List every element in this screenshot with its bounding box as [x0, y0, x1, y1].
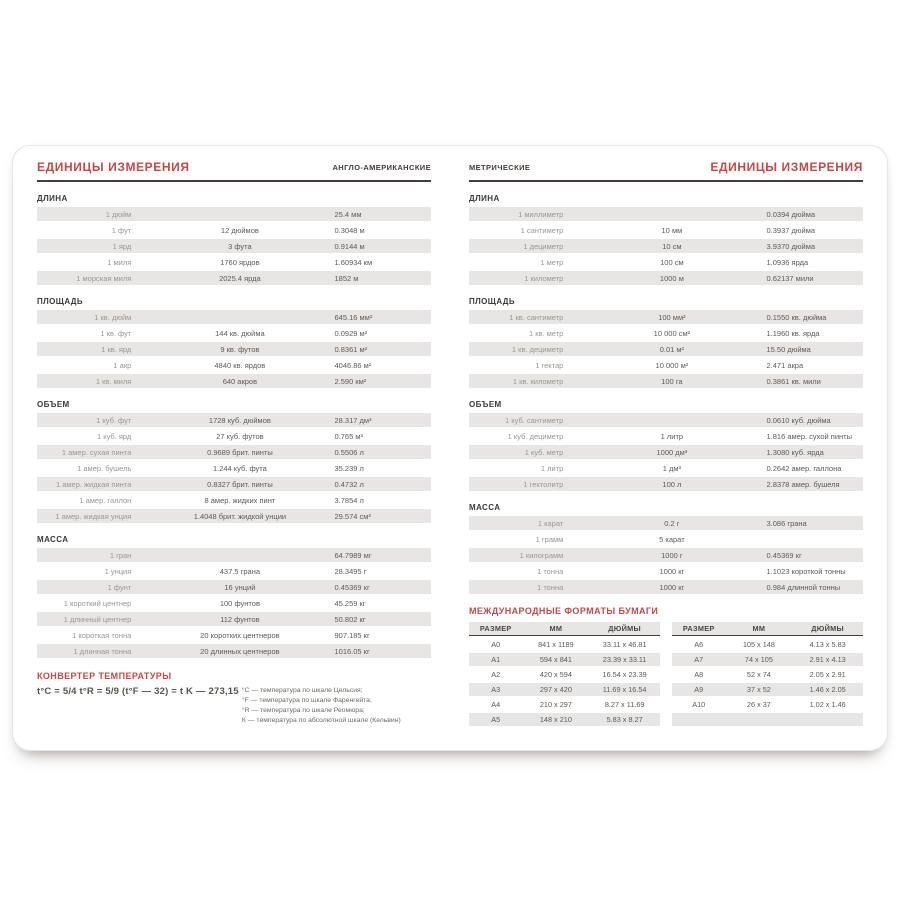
inches-cell: 8.27 x 11.69 — [604, 700, 645, 709]
equivalent-cell: 437.5 грана — [219, 566, 261, 576]
mm-cell: 297 x 420 — [539, 685, 572, 694]
inches-cell: 1.46 x 2.05 — [809, 685, 846, 694]
unit-cell: 1 миля — [107, 257, 132, 267]
temperature-notes — [242, 686, 431, 725]
mm-cell: 105 x 148 — [742, 640, 775, 649]
value-cell: 1.3080 куб. ярда — [766, 447, 824, 457]
unit-cell: 1 ярд — [112, 241, 132, 251]
paper-size-row — [469, 713, 660, 726]
equivalent-cell: 100 см — [660, 257, 684, 267]
value-cell: 0.0610 куб. дюйма — [766, 415, 831, 425]
section-title: МАССА — [469, 503, 501, 512]
unit-cell: 1 дециметр — [523, 241, 564, 251]
value-cell: 1.1960 кв. ярда — [766, 328, 820, 338]
paper-formats — [469, 606, 863, 728]
value-cell: 1852 м — [334, 273, 359, 283]
table-row — [37, 596, 431, 610]
measurement-section — [469, 503, 863, 594]
paper-size-row — [672, 683, 863, 696]
equivalent-cell: 9 кв. футов — [220, 344, 260, 354]
paper-size-row — [469, 698, 660, 711]
value-cell: 45.259 кг — [334, 598, 366, 608]
inches-cell: 33.11 x 46.81 — [602, 640, 647, 649]
unit-cell: 1 дюйм — [105, 209, 132, 219]
equivalent-cell: 100 л — [662, 479, 682, 489]
paper-table-header — [469, 622, 660, 636]
right-page-sections — [469, 194, 863, 594]
section-title: ДЛИНА — [469, 194, 500, 203]
unit-cell: 1 короткая тонна — [72, 630, 132, 640]
table-row — [37, 493, 431, 507]
unit-cell: 1 сантиметр — [520, 225, 564, 235]
section-title: ДЛИНА — [37, 194, 68, 203]
table-row — [37, 612, 431, 626]
section-title: ПЛОЩАДЬ — [37, 297, 84, 306]
value-cell: 25.4 мм — [334, 209, 362, 219]
value-cell: 0.45369 кг — [334, 582, 370, 592]
column-header: РАЗМЕР — [682, 624, 715, 633]
table-row — [37, 239, 431, 253]
unit-cell: 1 куб. дециметр — [507, 431, 564, 441]
page-title: ЕДИНИЦЫ ИЗМЕРЕНИЯ — [37, 160, 190, 174]
unit-cell: 1 гектар — [535, 360, 564, 370]
unit-cell: 1 амер. сухая пинта — [61, 447, 132, 457]
equivalent-cell: 3 фута — [228, 241, 252, 251]
mm-cell: 210 x 297 — [539, 700, 572, 709]
table-row — [37, 207, 431, 221]
unit-cell: 1 гран — [109, 550, 132, 560]
mm-cell: 420 x 594 — [539, 670, 572, 679]
unit-cell: 1 морская миля — [76, 273, 132, 283]
equivalent-cell: 20 длинных центнеров — [200, 646, 280, 656]
table-row — [469, 310, 863, 324]
value-cell: 0.2642 амер. галлона — [766, 463, 842, 473]
equivalent-cell: 1000 кг — [659, 582, 685, 592]
table-row — [469, 580, 863, 594]
table-row — [37, 477, 431, 491]
size-cell: A0 — [491, 640, 501, 649]
value-cell: 35.239 л — [334, 463, 364, 473]
value-cell: 0.0929 м² — [334, 328, 368, 338]
unit-cell: 1 метр — [540, 257, 564, 267]
value-cell: 2.590 км² — [334, 376, 367, 386]
measurement-section — [37, 297, 431, 388]
equivalent-cell: 1.4048 брит. жидкой унции — [193, 511, 287, 521]
value-cell: 1.0936 ярда — [766, 257, 809, 267]
equivalent-cell: 1000 м — [659, 273, 684, 283]
table-row — [37, 271, 431, 285]
inches-cell: 4.13 x 5.83 — [809, 640, 846, 649]
unit-cell: 1 километр — [524, 273, 564, 283]
table-row — [469, 255, 863, 269]
paper-size-row — [469, 638, 660, 651]
equivalent-cell: 2025.4 ярда — [219, 273, 261, 283]
table-row — [37, 255, 431, 269]
table-row — [37, 326, 431, 340]
equivalent-cell: 0.8327 брит. пинты — [207, 479, 273, 489]
unit-cell: 1 короткий центнер — [63, 598, 132, 608]
table-row — [37, 644, 431, 658]
value-cell: 3.9370 дюйма — [766, 241, 816, 251]
temperature-note: °C — температура по шкале Цельсия; — [241, 687, 363, 694]
table-row — [469, 326, 863, 340]
unit-cell: 1 амер. жидкая унция — [55, 511, 132, 521]
page-subtitle: АНГЛО-АМЕРИКАНСКИЕ — [332, 163, 431, 172]
mm-cell: 148 x 210 — [539, 715, 572, 724]
value-cell: 0.4732 л — [334, 479, 364, 489]
mm-cell: 841 x 1189 — [538, 640, 574, 649]
planner-spread — [12, 145, 888, 751]
left-page-header — [37, 160, 431, 182]
table-row — [37, 413, 431, 427]
unit-cell: 1 кв. миля — [95, 376, 132, 386]
unit-cell: 1 литр — [540, 463, 564, 473]
value-cell: 0.8361 м² — [334, 344, 368, 354]
mm-cell: 52 x 74 — [746, 670, 771, 679]
unit-cell: 1 кв. дециметр — [511, 344, 564, 354]
equivalent-cell: 1000 дм³ — [656, 447, 688, 457]
unit-cell: 1 кв. фут — [100, 328, 132, 338]
table-row — [37, 429, 431, 443]
unit-cell: 1 гектолитр — [523, 479, 564, 489]
unit-cell: 1 амер. жидкая пинта — [55, 479, 132, 489]
unit-cell: 1 кв. ярд — [101, 344, 132, 354]
mm-cell: 74 x 105 — [744, 655, 773, 664]
equivalent-cell: 4840 кв. ярдов — [214, 360, 266, 370]
paper-formats-table-left — [469, 622, 660, 728]
size-cell: A2 — [491, 670, 501, 679]
inches-cell: 16.54 x 23.39 — [602, 670, 647, 679]
unit-cell: 1 тонна — [537, 566, 564, 576]
size-cell: A5 — [491, 715, 501, 724]
equivalent-cell: 10 мм — [661, 225, 683, 235]
unit-cell: 1 фунт — [107, 582, 132, 592]
equivalent-cell: 0.01 м² — [659, 344, 685, 354]
temperature-note: °R — температура по шкале Реомюра; — [241, 706, 365, 714]
equivalent-cell: 640 акров — [222, 376, 258, 386]
value-cell: 0.45369 кг — [766, 550, 802, 560]
paper-size-row — [469, 683, 660, 696]
equivalent-cell: 5 карат — [659, 534, 685, 544]
value-cell: 28.3495 г — [334, 566, 367, 576]
table-row — [37, 445, 431, 459]
value-cell: 28.317 дм³ — [334, 415, 372, 425]
unit-cell: 1 кв. метр — [528, 328, 564, 338]
value-cell: 645.16 мм² — [334, 312, 373, 322]
equivalent-cell: 0.2 г — [664, 518, 680, 528]
equivalent-cell: 1728 куб. дюймов — [208, 415, 271, 425]
table-row — [469, 548, 863, 562]
unit-cell: 1 длинный центнер — [63, 614, 132, 624]
measurement-section — [469, 400, 863, 491]
table-row — [469, 532, 863, 546]
table-row — [37, 374, 431, 388]
value-cell: 15.50 дюйма — [766, 344, 811, 354]
paper-size-row — [469, 668, 660, 681]
table-row — [37, 310, 431, 324]
table-row — [37, 223, 431, 237]
value-cell: 3.086 грана — [766, 518, 807, 528]
equivalent-cell: 16 унций — [224, 582, 256, 592]
unit-cell: 1 куб. ярд — [96, 431, 132, 441]
paper-size-row — [469, 653, 660, 666]
value-cell: 0.9144 м — [334, 241, 365, 251]
unit-cell: 1 акр — [113, 360, 132, 370]
section-title: ПЛОЩАДЬ — [469, 297, 516, 306]
temperature-formula: t°C = 5/4 t°R = 5/9 (t°F — 32) = t K — 273,15 — [37, 686, 239, 697]
size-cell: A7 — [694, 655, 704, 664]
unit-cell: 1 амер. бушель — [77, 463, 132, 473]
section-title: ОБЪЕМ — [37, 400, 70, 409]
equivalent-cell: 10 см — [662, 241, 682, 251]
mm-cell: 26 x 37 — [746, 700, 771, 709]
value-cell: 64.7989 мг — [334, 550, 372, 560]
equivalent-cell: 100 мм² — [658, 312, 686, 322]
value-cell: 0.984 длинной тонны — [766, 582, 841, 592]
equivalent-cell: 20 коротких центнеров — [200, 630, 280, 640]
equivalent-cell: 100 фунтов — [219, 598, 260, 608]
value-cell: 0.62137 мили — [766, 273, 814, 283]
mm-cell: 594 x 841 — [539, 655, 572, 664]
unit-cell: 1 унция — [104, 566, 132, 576]
equivalent-cell: 1 дм³ — [662, 463, 682, 473]
equivalent-cell: 1000 г — [661, 550, 683, 560]
value-cell: 4046.86 м² — [334, 360, 372, 370]
mm-cell: 37 x 52 — [746, 685, 771, 694]
left-page-sections — [37, 194, 431, 658]
size-cell: A3 — [491, 685, 501, 694]
inches-cell: 1.02 x 1.46 — [809, 700, 846, 709]
unit-cell: 1 кв. дюйм — [94, 312, 132, 322]
value-cell: 0.5506 л — [334, 447, 364, 457]
table-row — [469, 516, 863, 530]
table-row — [469, 461, 863, 475]
table-row — [37, 580, 431, 594]
column-header: ДЮЙМЫ — [608, 624, 641, 633]
section-title: ОБЪЕМ — [469, 400, 502, 409]
unit-cell: 1 тонна — [537, 582, 564, 592]
unit-cell: 1 кв. километр — [512, 376, 564, 386]
equivalent-cell: 112 фунтов — [220, 614, 260, 624]
column-header: ММ — [549, 624, 563, 633]
value-cell: 3.7854 л — [334, 495, 364, 505]
paper-table-header — [672, 622, 863, 636]
value-cell: 1.60934 км — [334, 257, 373, 267]
measurement-section — [469, 297, 863, 388]
paper-size-row — [672, 653, 863, 666]
inches-cell: 23.39 x 33.11 — [602, 655, 647, 664]
size-cell: A9 — [694, 685, 704, 694]
table-row — [469, 207, 863, 221]
value-cell: 1.1023 короткой тонны — [766, 566, 846, 576]
table-row — [37, 509, 431, 523]
column-header: ММ — [752, 624, 766, 633]
value-cell: 0.3937 дюйма — [766, 225, 816, 235]
section-title: МАССА — [37, 535, 69, 544]
unit-cell: 1 кв. сантиметр — [509, 312, 564, 322]
temperature-note: °F — температура по шкале Фаренгейта; — [241, 696, 372, 704]
value-cell: 2.471 акра — [766, 360, 804, 370]
size-cell: A10 — [692, 700, 706, 709]
table-row — [37, 342, 431, 356]
equivalent-cell: 100 га — [661, 376, 683, 386]
table-row — [469, 239, 863, 253]
temperature-note: К — температура по абсолютной шкале (Кельвин) — [241, 716, 401, 724]
size-cell: A1 — [491, 655, 501, 664]
equivalent-cell: 10 000 м² — [655, 360, 689, 370]
left-page — [37, 160, 431, 750]
column-header: ДЮЙМЫ — [811, 624, 844, 633]
value-cell: 0.765 м³ — [334, 431, 363, 441]
equivalent-cell: 1000 кг — [659, 566, 685, 576]
unit-cell: 1 куб. сантиметр — [505, 415, 564, 425]
temperature-converter — [37, 671, 431, 725]
table-row — [469, 223, 863, 237]
table-row — [37, 548, 431, 562]
page-subtitle: МЕТРИЧЕСКИЕ — [469, 163, 531, 172]
value-cell: 1016.05 кг — [334, 646, 370, 656]
unit-cell: 1 миллиметр — [518, 209, 564, 219]
value-cell: 0.3048 м — [334, 225, 365, 235]
table-row — [469, 271, 863, 285]
unit-cell: 1 куб. метр — [524, 447, 564, 457]
table-row — [37, 358, 431, 372]
table-row — [469, 445, 863, 459]
equivalent-cell: 144 кв. дюйма — [215, 328, 265, 338]
measurement-section — [37, 194, 431, 285]
table-row — [469, 477, 863, 491]
column-header: РАЗМЕР — [479, 624, 512, 633]
table-row — [469, 358, 863, 372]
equivalent-cell: 12 дюймов — [220, 225, 259, 235]
unit-cell: 1 длинная тонна — [73, 646, 132, 656]
unit-cell: 1 фут — [111, 225, 132, 235]
right-page — [469, 160, 863, 750]
paper-size-row — [672, 713, 863, 726]
value-cell: 0.1550 кв. дюйма — [766, 312, 827, 322]
paper-formats-table-right — [672, 622, 863, 728]
equivalent-cell: 1.244 куб. фута — [212, 463, 267, 473]
inches-cell: 5.83 x 8.27 — [606, 715, 643, 724]
value-cell: 50.802 кг — [334, 614, 366, 624]
table-row — [37, 628, 431, 642]
measurement-section — [469, 194, 863, 285]
equivalent-cell: 8 амер. жидких пинт — [204, 495, 276, 505]
page-title: ЕДИНИЦЫ ИЗМЕРЕНИЯ — [710, 160, 863, 174]
value-cell: 1.816 амер. сухой пинты — [766, 431, 853, 441]
value-cell: 2.8378 амер. бушеля — [766, 479, 840, 489]
inches-cell: 2.05 x 2.91 — [809, 670, 846, 679]
measurement-section — [37, 535, 431, 658]
temperature-converter-body — [37, 686, 431, 725]
table-row — [469, 374, 863, 388]
inches-cell: 11.69 x 16.54 — [602, 685, 647, 694]
inches-cell: 2.91 x 4.13 — [809, 655, 846, 664]
unit-cell: 1 килограмм — [519, 550, 564, 560]
value-cell: 0.3861 кв. мили — [766, 376, 821, 386]
unit-cell: 1 амер. галлон — [79, 495, 132, 505]
equivalent-cell: 1 литр — [660, 431, 684, 441]
paper-size-row — [672, 668, 863, 681]
value-cell: 29.574 см³ — [334, 511, 371, 521]
size-cell: A8 — [694, 670, 704, 679]
right-page-header — [469, 160, 863, 182]
size-cell: A4 — [491, 700, 501, 709]
paper-formats-tables — [469, 622, 863, 728]
equivalent-cell: 1760 ярдов — [220, 257, 260, 267]
unit-cell: 1 грамм — [535, 534, 564, 544]
table-row — [469, 413, 863, 427]
table-row — [37, 564, 431, 578]
paper-size-row — [672, 698, 863, 711]
value-cell: 0.0394 дюйма — [766, 209, 816, 219]
equivalent-cell: 0.9689 брит. пинты — [207, 447, 273, 457]
unit-cell: 1 карат — [537, 518, 564, 528]
paper-size-row — [672, 638, 863, 651]
unit-cell: 1 куб. фут — [96, 415, 132, 425]
size-cell: A6 — [694, 640, 704, 649]
equivalent-cell: 27 куб. футов — [216, 431, 264, 441]
table-row — [37, 461, 431, 475]
equivalent-cell: 10 000 см² — [653, 328, 691, 338]
table-row — [469, 429, 863, 443]
table-row — [469, 564, 863, 578]
paper-formats-title: МЕЖДУНАРОДНЫЕ ФОРМАТЫ БУМАГИ — [469, 606, 659, 616]
table-row — [469, 342, 863, 356]
temperature-converter-title: КОНВЕРТЕР ТЕМПЕРАТУРЫ — [37, 671, 172, 681]
value-cell: 907.185 кг — [334, 630, 370, 640]
measurement-section — [37, 400, 431, 523]
